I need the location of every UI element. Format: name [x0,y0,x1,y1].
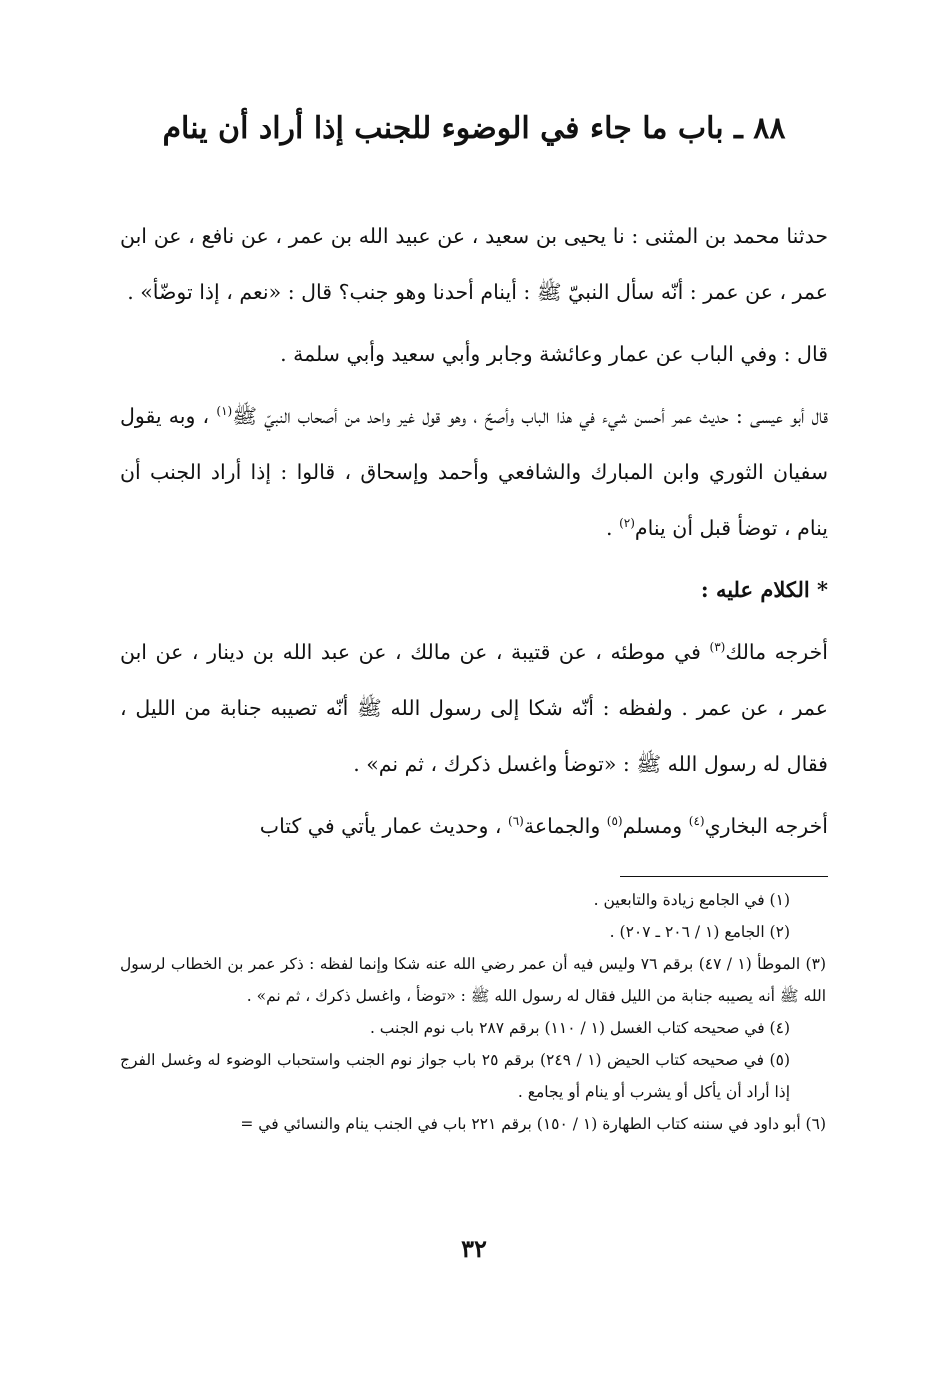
section-heading: * الكلام عليه : [700,577,828,602]
note-mark-4: (٤) [688,814,705,829]
note-mark-6: (٦) [508,814,524,829]
abu-isa-paragraph [120,388,828,556]
abu-isa-text-end: . [606,516,613,540]
abu-isa-text-part1: قال أبو عيسى : حديث عمر أحسن شيء في هذا الباب وأصحّ ، وهو قول غير واحد من أصحاب النبيّ ﷺ [232,404,828,428]
main-text [120,208,828,854]
takhrij1-part2: في موطئه ، عن قتيبة ، عن مالك ، عن عبد الله بن دينار ، عن ابن عمر ، عن عمر . ولفظه : أنّه شكا إلى رسول الله ﷺ أنّه تصيبه جنابة من الليل ، فقال له رسول الله ﷺ : «توضأ واغسل ذكرك ، ثم نم» . [120,640,828,776]
footnote-1: (١) في الجامع زيادة والتابعين . [593,891,790,909]
note-mark-1: (١) [216,404,233,419]
hadith-paragraph: حدثنا محمد بن المثنى : نا يحيى بن سعيد ، عن عبيد الله بن عمر ، عن نافع ، عن ابن عمر ، عن عمر : أنّه سأل النبيّ ﷺ : أينام أحدنا وهو جنب؟ قال : «نعم ، إذا توضّأ» . [120,224,828,304]
footnote-4: (٤) في صحيحه كتاب الغسل (١ / ١١٠) برقم ٢٨٧ باب نوم الجنب . [369,1019,790,1037]
takhrij1-part1: أخرجه مالك [725,640,828,664]
takhrij2-part2: ومسلم [622,814,683,838]
footnote-2: (٢) الجامع (١ / ٢٠٦ ـ ٢٠٧) . [609,923,790,941]
takhrij-paragraph-1 [120,624,828,792]
note-mark-2: (٢) [619,516,635,531]
takhrij2-part1: أخرجه البخاري [704,814,828,838]
takhrij-paragraph-2 [120,798,828,854]
chapter-title: ٨٨ ـ باب ما جاء في الوضوء للجنب إذا أراد أن ينام [162,111,786,146]
chapter-references-paragraph: قال : وفي الباب عن عمار وعائشة وجابر وأبي سعيد وأبي سلمة . [280,342,828,366]
takhrij2-part3: والجماعة [523,814,601,838]
footnotes [120,884,826,1140]
note-mark-5: (٥) [606,814,623,829]
footnote-5: (٥) في صحيحه كتاب الحيض (١ / ٢٤٩) برقم ٢٥ باب جواز نوم الجنب واستحباب الوضوء له وغسل الفرج إذا أراد أن يأكل أو يشرب أو ينام أو يجامع . [120,1051,790,1101]
note-mark-3: (٣) [709,640,726,655]
page-number: ٣٢ [461,1234,487,1263]
footnote-divider [620,876,828,877]
footnote-3: (٣) الموطأ (١ / ٤٧) برقم ٧٦ وليس فيه أن عمر رضي الله عنه شكا وإنما لفظه : ذكر عمر بن الخطاب لرسول الله ﷺ أنه يصيبه جنابة من الليل فقال له رسول الله ﷺ : «توضأ ، واغسل ذكرك ، ثم نم» . [120,955,826,1005]
abu-isa-text-part2: ، وبه يقول سفيان الثوري وابن المبارك والشافعي وأحمد وإسحاق ، قالوا : إذا أراد الجنب أن ينام ، توضأ قبل أن ينام [120,404,828,540]
takhrij2-part4: ، وحديث عمار يأتي في كتاب [259,814,502,838]
footnote-6: (٦) أبو داود في سننه كتاب الطهارة (١ / ١٥٠) برقم ٢٢١ باب في الجنب ينام والنسائي في = [240,1115,826,1133]
